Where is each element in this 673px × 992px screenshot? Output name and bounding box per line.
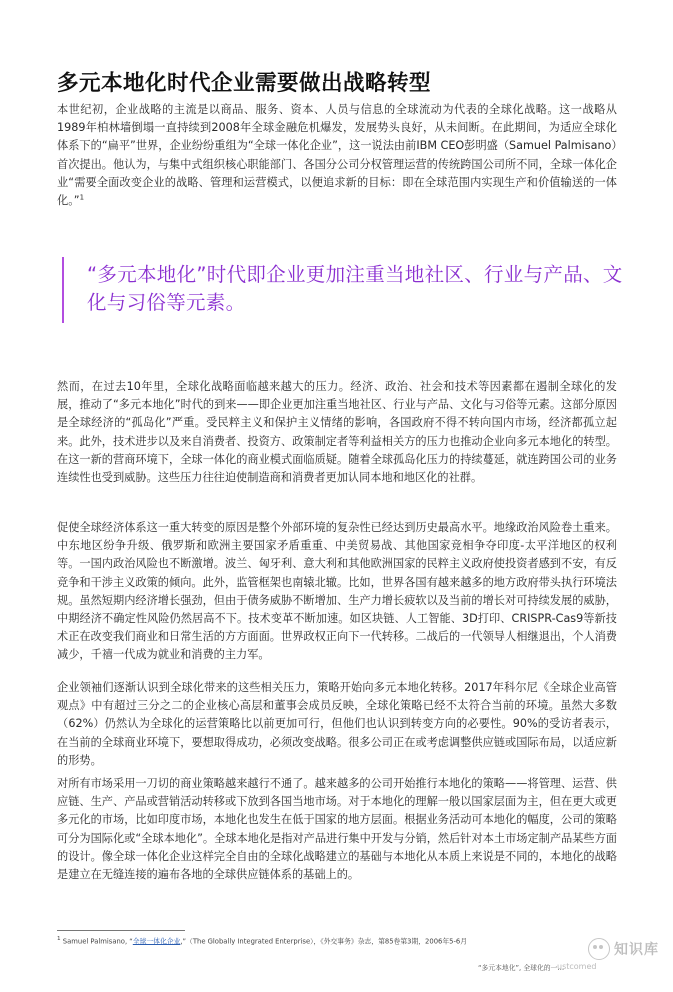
body-paragraph-4: 企业领袖们逐渐认识到全球化带来的这些相关压力，策略开始向多元本地化转移。2017年科尔尼《全球企业高管观点》中有超过三分之二的企业核心高层和董事会成员反映，全球化策略已经不太符合当前的环境。虽然大多数（62%）仍然认为全球化的运营策略比以前更加可行，但他们也认识到转变方向的必要性。90%的受访者表示，在当前的全球商业环境下，要想取得成功，必须改变战略。很多公司正在或考虑调整供应链或国际布局，以适应新的形势。 xyxy=(57,681,617,767)
body-paragraph-5: 对所有市场采用一刀切的商业策略越来越行不通了。越来越多的公司开始推行本地化的策略——将管理、运营、供应链、生产、产品或营销活动转移或下放到各国当地市场。对于本地化的理解一般以国家层面为主，但在更大或更多元化的市场，比如印度市场，本地化也发生在低于国家的地方层面。根据业务活动可本地化的幅度，公司的策略可分为国际化或“全球本地化”。全球本地化是指对产品进行集中开发与分销，然后针对本土市场定制产品某些方面的设计。像全球一体化企业这样完全自由的全球化战略建立的基础与本地化从本质上来说是不同的，本地化的战略是建立在无缝连接的遍布各地的全球供应链体系的基础上的。 xyxy=(57,777,617,882)
wechat-icon xyxy=(588,938,610,960)
footnote-divider xyxy=(57,930,185,931)
watermark-brand: 知识库 xyxy=(614,942,659,958)
footnote-number: 1 xyxy=(57,936,61,942)
footnote xyxy=(57,934,617,946)
body-paragraph-3: 促使全球经济体系这一重大转变的原因是整个外部环境的复杂性已经达到历史最高水平。地缘政治风险卷土重来。中东地区纷争升级、俄罗斯和欧洲主要国家矛盾重重、中美贸易战、其他国家竞相争夺印度-太平洋地区的权利等。一国内政治风险也不断激增。波兰、匈牙利、意大利和其他欧洲国家的民粹主义政府使投资者感到不安，有反竞争和干涉主义政策的倾向。此外，监管框架也南辕北辙。比如，世界各国有越来越多的地方政府带头执行环境法规。虽然短期内经济增长强劲，但由于债务威胁不断增加、生产力增长疲软以及当前的增长对可持续发展的威胁，中期经济不确定性风险仍然居高不下。技术变革不断加速。如区块链、人工智能、3D打印、CRISPR-Cas9等新技术正在改变我们商业和日常生活的方方面面。世界政权正向下一代转移。二战后的一代领导人相继退出，个人消费减少，千禧一代成为就业和消费的主力军。 xyxy=(57,521,617,662)
footnote-author: Samuel Palmisano, “ xyxy=(62,937,133,946)
watermark xyxy=(588,938,673,960)
body-paragraph-1-text: 本世纪初，企业战略的主流是以商品、服务、资本、人员与信息的全球流动为代表的全球化战略。这一战略从1989年柏林墙倒塌一直持续到2008年全球金融危机爆发，发展势头良好，从未间断。在此期间，为适应全球化体系下的“扁平”世界，企业纷纷重组为“全球一体化企业”，这一说法由前IBM CEO彭明盛（Samuel Palmisano）首次提出。他认为，与集中式组织核心职能部门、各国分公司分权管理运营的传统跨国公司所不同，全球一体化企业“需要全面改变企业的战略、管理和运营模式，以便追求新的目标：即在全球范围内实现生产和价值输送的一体化。” xyxy=(57,103,617,208)
page-title: 多元本地化时代企业需要做出战略转型 xyxy=(57,71,432,96)
body-paragraph-1 xyxy=(57,101,617,210)
pullquote-accent-bar xyxy=(62,257,64,323)
pullquote: “多元本地化”时代即企业更加注重当地社区、行业与产品、文化与习俗等元素。 xyxy=(87,263,623,314)
footnote-reference: 1 xyxy=(79,193,85,202)
footnote-link[interactable]: 全球一体化企业 xyxy=(132,937,181,946)
body-paragraph-2: 然而，在过去10年里，全球化战略面临越来越大的压力。经济、政治、社会和技术等因素都在遏制全球化的发展，推动了“多元本地化”时代的到来——即企业更加注重当地社区、行业与产品、文化与习俗等元素。这部分原因是全球经济的“孤岛化”严重。受民粹主义和保护主义情绪的影响，各国政府不得不转向国内市场，经济都孤立起来。此外，技术进步以及来自消费者、投资方、政策制定者等利益相关方的压力也推动企业向多元本地化的转型。在这一新的营商环境下，全球一体化的商业模式面临质疑。随着全球孤岛化压力的持续蔓延，就连跨国公司的业务连续性也受到威胁。这些压力往往迫使制造商和消费者更加认同本地和地区化的社群。 xyxy=(57,380,617,485)
watermark-url: ustcomed xyxy=(557,962,597,971)
footnote-source: ,”（The Globally Integrated Enterprise），《外交事务》杂志，第85卷第3期，2006年5-6月 xyxy=(180,937,468,946)
page-footer: “多元本地化”, 全球化的一… xyxy=(478,964,565,972)
